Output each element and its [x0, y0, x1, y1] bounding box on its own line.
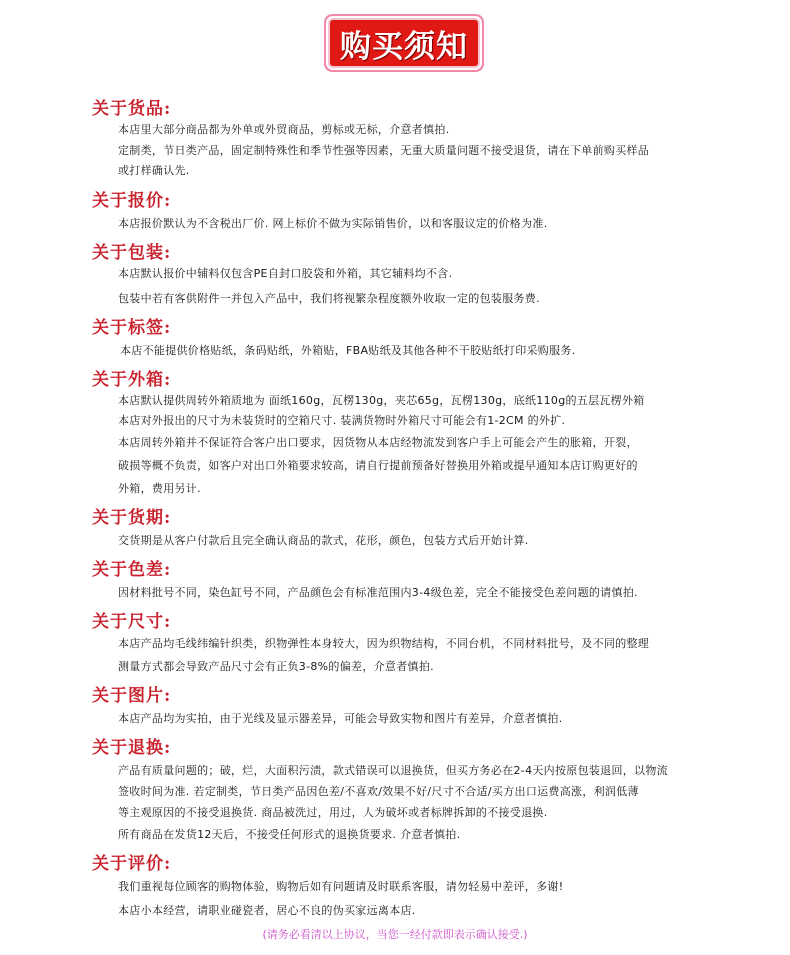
section-heading-color-difference: 关于色差: [92, 560, 172, 580]
section-heading-labels: 关于标签: [92, 318, 172, 338]
section-line: 交货期是从客户付款后且完全确认商品的款式，花形，颜色，包装方式后开始计算. [118, 534, 529, 547]
page-title: 购买须知 [340, 28, 468, 65]
section-heading-goods: 关于货品: [92, 99, 172, 119]
section-line: 本店里大部分商品都为外单或外贸商品，剪标或无标，介意者慎拍. [118, 123, 450, 136]
section-line: 包装中若有客供附件一并包入产品中，我们将视繁杂程度额外收取一定的包装服务费. [118, 292, 540, 305]
section-line: 签收时间为准. 若定制类，节日类产品因色差/不喜欢/效果不好/尺寸不合适/买方出口运费高涨，利润低薄 [118, 785, 639, 798]
section-line: 本店不能提供价格贴纸，条码贴纸，外箱贴，FBA贴纸及其他各种不干胶贴纸打印采购服务. [120, 344, 576, 357]
section-heading-reviews: 关于评价: [92, 854, 172, 874]
section-line: 测量方式都会导致产品尺寸会有正负3-8%的偏差，介意者慎拍. [118, 660, 434, 673]
section-line: 本店产品均为实拍，由于光线及显示器差异，可能会导致实物和图片有差异，介意者慎拍. [118, 712, 563, 725]
section-heading-carton: 关于外箱: [92, 370, 172, 390]
section-line: 产品有质量问题的；破，烂，大面积污渍，款式错误可以退换货，但买方务必在2-4天内按原包装退回，以物流 [118, 764, 668, 777]
section-line: 本店默认报价中辅料仅包含PE自封口胶袋和外箱，其它辅料均不含. [118, 267, 453, 280]
section-line: 或打样确认先. [118, 164, 190, 177]
section-line: 本店产品均毛线纬编针织类，织物弹性本身较大，因为织物结构，不同台机，不同材料批号，及不同的整理 [118, 637, 650, 650]
section-line: 我们重视每位顾客的购物体验，购物后如有问题请及时联系客服，请勿轻易中差评，多谢! [118, 880, 564, 893]
section-line: 本店周转外箱并不保证符合客户出口要求，因货物从本店经物流发到客户手上可能会产生的胀箱，开裂， [118, 436, 638, 449]
section-line: 本店默认提供周转外箱质地为 面纸160g，瓦楞130g，夹芯65g，瓦楞130g，底纸110g的五层瓦楞外箱 [118, 394, 645, 407]
section-heading-price: 关于报价: [92, 191, 172, 211]
section-line: 定制类，节日类产品，固定制特殊性和季节性强等因素，无重大质量问题不接受退货，请在下单前购买样品 [118, 144, 650, 157]
section-line: 本店对外报出的尺寸为未装货时的空箱尺寸. 装满货物时外箱尺寸可能会有1-2CM 的外扩. [118, 414, 566, 427]
footer-notice: (请务必看清以上协议，当您一经付款即表示确认接受.) [262, 928, 528, 941]
section-line: 等主观原因的不接受退换货. 商品被洗过，用过，人为破坏或者标牌拆卸的不接受退换. [118, 806, 548, 819]
section-line: 破损等概不负责，如客户对出口外箱要求较高，请自行提前预备好替换用外箱或提早通知本店订购更好的 [118, 459, 638, 472]
section-heading-size: 关于尺寸: [92, 612, 172, 632]
section-line: 本店小本经营，请职业碰瓷者，居心不良的伪买家远离本店. [118, 904, 416, 917]
section-line: 外箱，费用另计. [118, 482, 201, 495]
section-line: 因材料批号不同，染色缸号不同，产品颜色会有标准范围内3-4级色差，完全不能接受色差问题的请慎拍. [118, 586, 638, 599]
section-heading-packaging: 关于包装: [92, 243, 172, 263]
title-banner [330, 20, 478, 66]
section-heading-images: 关于图片: [92, 686, 172, 706]
section-heading-delivery: 关于货期: [92, 508, 172, 528]
section-heading-returns: 关于退换: [92, 738, 172, 758]
section-line: 本店报价默认为不含税出厂价. 网上标价不做为实际销售价，以和客服议定的价格为准. [118, 217, 548, 230]
section-line: 所有商品在发货12天后，不接受任何形式的退换货要求. 介意者慎拍. [118, 828, 461, 841]
